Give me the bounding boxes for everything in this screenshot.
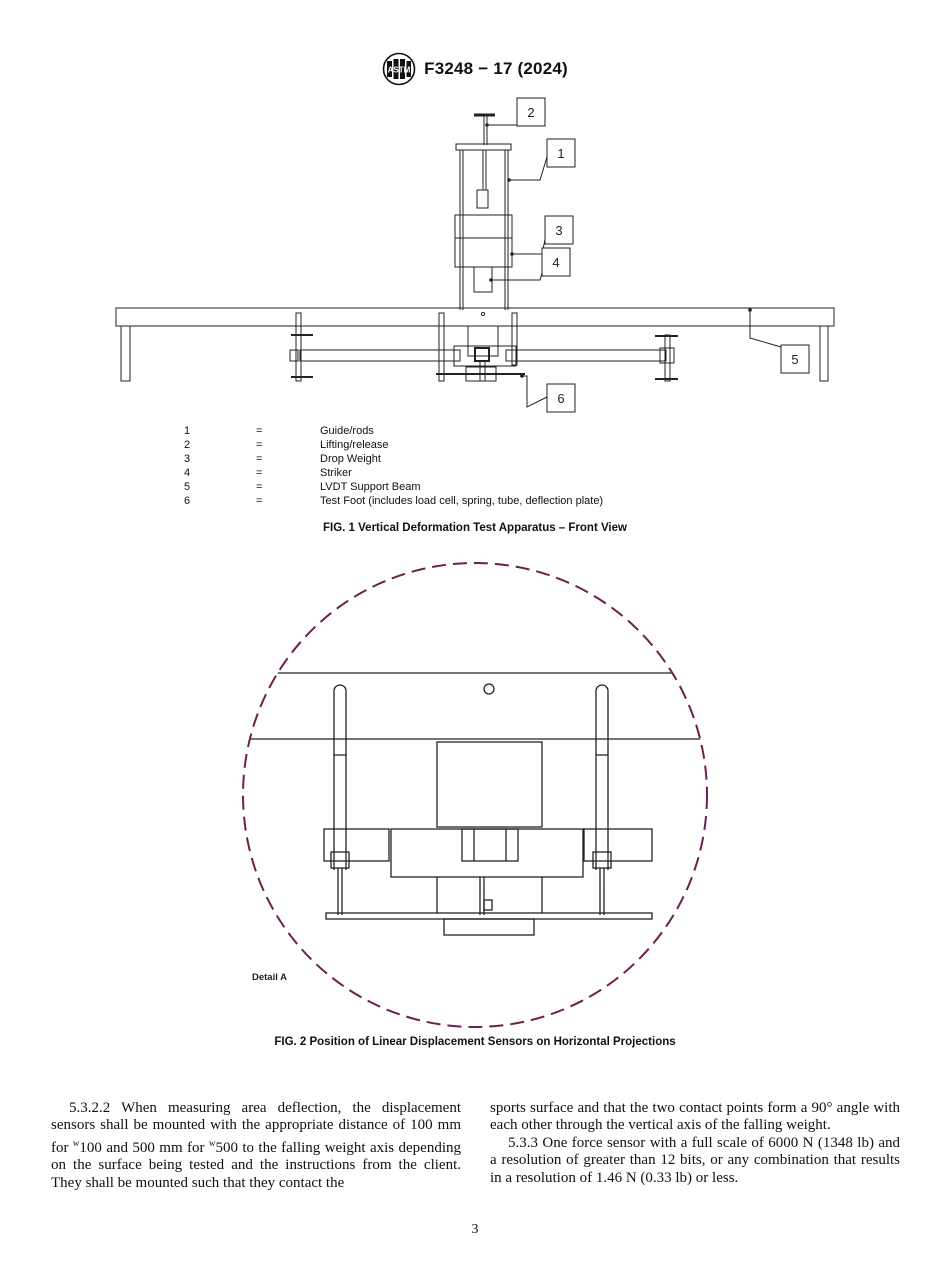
figure1-legend — [184, 424, 784, 508]
detail-circle — [243, 563, 707, 1027]
detail-label: Detail A — [252, 972, 288, 983]
paragraph-continued: sports surface and that the two contact points form a 90° angle with each other through the vertical axis of the falling weight. — [490, 1100, 900, 1134]
paragraph-5-3-2-2: 5.3.2.2 When measuring area deflection, the displacement sensors shall be mounted with the appropriate distance of 100 mm for $^w$100 and 500 mm for $^w$500 to the falling weight axis depending on the surface being tested and the instructions from the client. They shall be mounted such that they contact the — [51, 1100, 462, 1191]
figure2-drawing — [0, 555, 950, 1035]
body-column-left — [51, 1100, 461, 1192]
figure1-drawing — [0, 95, 950, 425]
callout-3: 3 — [555, 223, 563, 238]
legend-row: 5 = LVDT Support Beam — [184, 481, 421, 493]
figure2-caption: FIG. 2 Position of Linear Displacement Sensors on Horizontal Projections — [274, 1036, 676, 1048]
body-column-right — [490, 1100, 900, 1187]
callout-4: 4 — [552, 255, 560, 270]
legend-row: 1 = Guide/rods — [184, 425, 374, 437]
callout-1: 1 — [557, 146, 565, 161]
page-number: 3 — [471, 1222, 479, 1237]
paragraph-5-3-3: 5.3.3 One force sensor with a full scale of 6000 N (1348 lb) and a resolution of greater than 12 bits, or any combination that results in a resolution of 1.46 N (0.33 lb) or less. — [490, 1134, 900, 1186]
callout-5: 5 — [791, 352, 799, 367]
callout-6: 6 — [557, 391, 565, 406]
legend-row: 3 = Drop Weight — [184, 453, 381, 465]
page-header — [0, 52, 950, 86]
document-designation: F3248 − 17 (2024) — [424, 59, 568, 78]
figure1-caption: FIG. 1 Vertical Deformation Test Apparatus – Front View — [323, 522, 627, 534]
legend-row: 6 = Test Foot (includes load cell, spring, tube, deflection plate) — [184, 495, 604, 507]
astm-logo-icon — [382, 52, 416, 86]
legend-row: 4 = Striker — [184, 467, 352, 479]
legend-row: 2 = Lifting/release — [184, 439, 389, 451]
logo-text: ASTM — [387, 65, 411, 75]
callout-2: 2 — [527, 105, 535, 120]
